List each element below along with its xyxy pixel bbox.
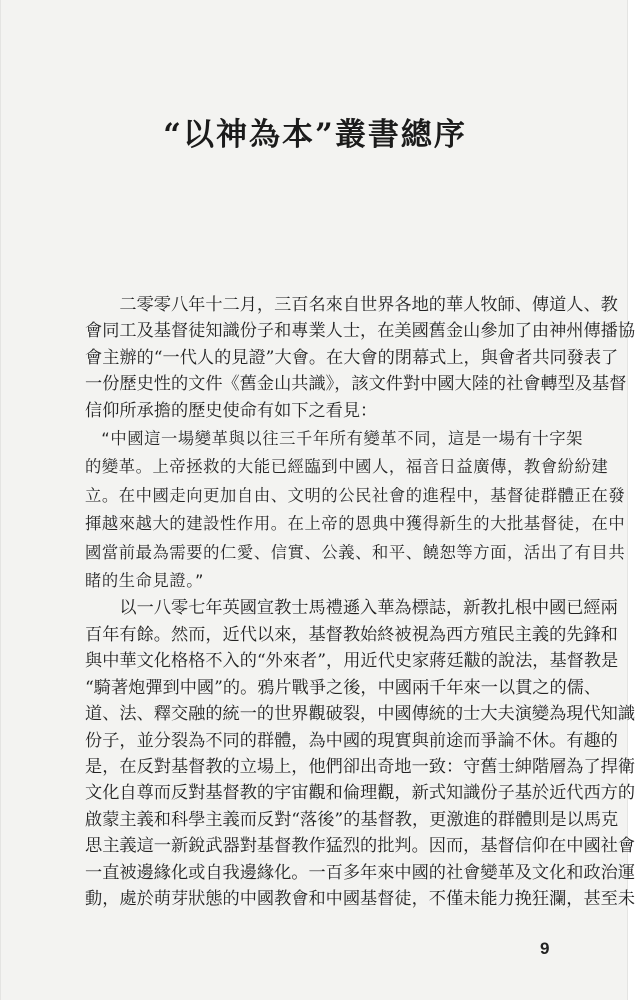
text-line: “騎著炮彈到中國”的。鴉片戰爭之後，中國兩千年來一以貫之的儒、	[85, 677, 602, 698]
paragraph-2	[85, 595, 635, 912]
quote-line: 的變革。上帝拯救的大能已經臨到中國人，福音日益廣傳，教會紛紛建	[85, 457, 609, 477]
text-line: 會同工及基督徒知識份子和專業人士，在美國舊金山參加了由神州傳播協	[85, 321, 635, 342]
paragraph-1	[85, 292, 635, 424]
text-line: 是，在反對基督教的立場上，他們卻出奇地一致：守舊士紳階層為了捍衛	[85, 756, 635, 777]
text-line: 以一八零七年英國宣教士馬禮遜入華為標誌，新教扎根中國已經兩	[119, 598, 618, 619]
quotation-block	[85, 425, 626, 595]
text-line: 一份歷史性的文件《舊金山共識》，該文件對中國大陸的社會轉型及基督	[85, 374, 627, 395]
text-line: 百年有餘。然而，近代以來，基督教始終被視為西方殖民主義的先鋒和	[85, 624, 618, 645]
text-line: 與中華文化格格不入的“外來者”，用近代史家蔣廷黻的說法，基督教是	[85, 651, 619, 672]
text-line: 份子，並分裂為不同的群體，為中國的現實與前途而爭論不休。有趣的	[85, 730, 618, 751]
text-line: 信仰所承擔的歷史使命有如下之看見：	[85, 400, 378, 421]
text-line: 一直被邊緣化或自我邊緣化。一百多年來中國的社會變革及文化和政治運	[85, 862, 635, 883]
quote-line: 揮越來越大的建設性作用。在上帝的恩典中獲得新生的大批基督徒，在中	[85, 514, 626, 534]
text-line: 會主辦的“一代人的見證”大會。在大會的閉幕式上，與會者共同發表了	[85, 347, 619, 368]
quote-line: 睹的生命見證。”	[85, 571, 205, 591]
quote-line: 國當前最為需要的仁愛、信實、公義、和平、饒恕等方面，活出了有目共	[85, 542, 626, 562]
text-line: 二零零八年十二月，三百名來自世界各地的華人牧師、傳道人、教	[119, 295, 618, 315]
quote-line: “中國這一場變革與以往三千年所有變革不同，這是一場有十字架	[101, 429, 584, 449]
text-line: 動，處於萌芽狀態的中國教會和中國基督徒，不僅未能力挽狂瀾，甚至未	[85, 888, 635, 909]
text-line: 文化自尊而反對基督教的宇宙觀和倫理觀，新式知識份子基於近代西方的	[85, 783, 635, 804]
text-line: 思主義這一新銳武器對基督教作猛烈的批判。因而，基督信仰在中國社會	[85, 836, 635, 857]
text-line: 啟蒙主義和科學主義而反對“落後”的基督教，更激進的群體則是以馬克	[85, 809, 619, 830]
page-title: “以神為本”叢書總序	[163, 117, 467, 153]
page-number: 9	[540, 939, 550, 958]
text-line: 道、法、釋交融的統一的世界觀破裂，中國傳統的士大夫演變為現代知識	[85, 704, 635, 725]
quote-line: 立。在中國走向更加自由、文明的公民社會的進程中，基督徒群體正在發	[85, 485, 626, 505]
body-text	[85, 292, 635, 912]
